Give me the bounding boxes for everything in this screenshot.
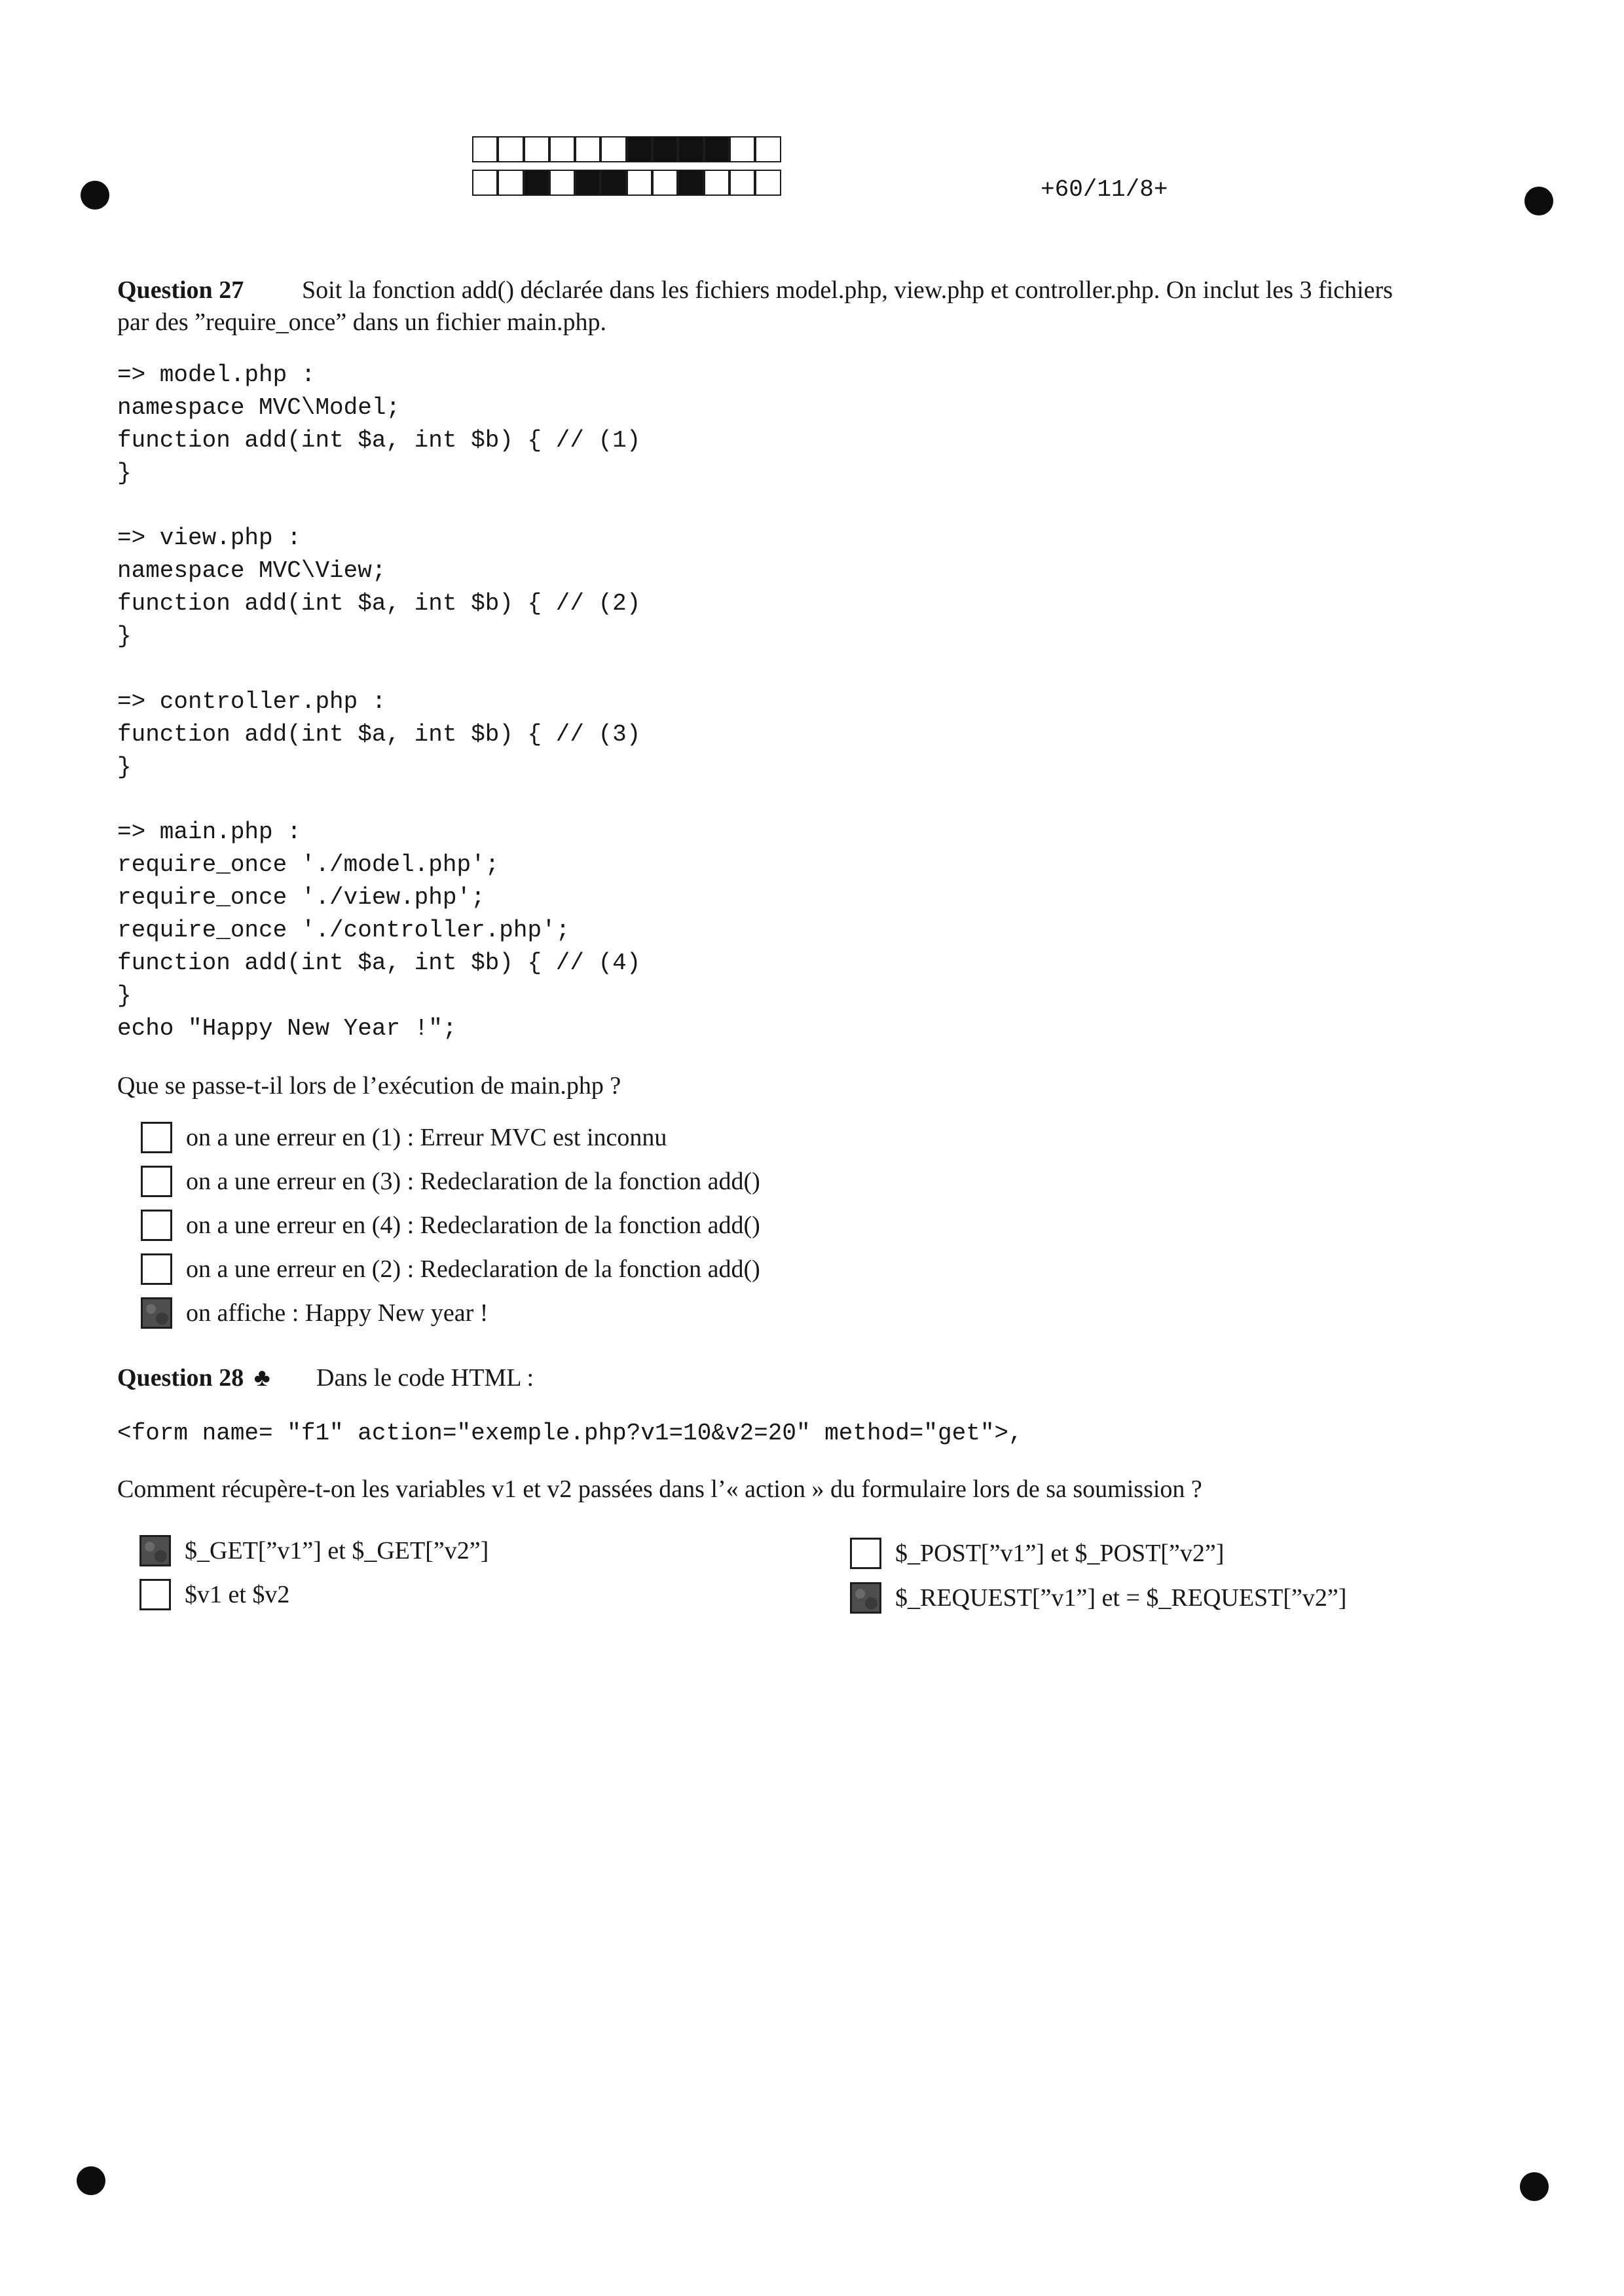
barcode-row bbox=[472, 136, 781, 162]
question-27-label: Question 27 bbox=[117, 276, 244, 304]
code-block-controller bbox=[117, 686, 640, 784]
code-line: } bbox=[117, 623, 132, 650]
barcode-cell bbox=[498, 170, 523, 196]
code-block-model bbox=[117, 359, 640, 490]
barcode-row bbox=[472, 170, 781, 196]
question-28-code: <form name= "f1" action="exemple.php?v1=10&v2=20" method="get">, bbox=[117, 1420, 1023, 1447]
code-line: } bbox=[117, 982, 132, 1009]
code-line: => model.php : bbox=[117, 361, 316, 388]
code-line: function add(int $a, int $b) { // (2) bbox=[117, 590, 641, 618]
question-27-code bbox=[117, 359, 640, 1078]
barcode-cell bbox=[652, 170, 678, 196]
barcode-cell bbox=[524, 136, 549, 162]
barcode-cell bbox=[600, 136, 626, 162]
answer-option[interactable] bbox=[141, 1253, 760, 1286]
answer-label: on a une erreur en (3) : Redeclaration de la fonction add() bbox=[186, 1168, 760, 1195]
answer-option[interactable] bbox=[139, 1534, 489, 1567]
answer-checkbox[interactable] bbox=[141, 1122, 172, 1153]
barcode-cell bbox=[575, 170, 600, 196]
page-barcode bbox=[472, 136, 781, 203]
question-28-intro: Dans le code HTML : bbox=[316, 1364, 534, 1392]
answer-checkbox[interactable] bbox=[141, 1166, 172, 1197]
code-line: namespace MVC\Model; bbox=[117, 394, 401, 421]
barcode-cell bbox=[704, 136, 729, 162]
code-line: require_once './view.php'; bbox=[117, 884, 485, 912]
code-line: function add(int $a, int $b) { // (3) bbox=[117, 720, 641, 748]
answer-option[interactable] bbox=[141, 1297, 488, 1329]
barcode-cell bbox=[704, 170, 729, 196]
code-line: => view.php : bbox=[117, 525, 301, 552]
code-line: function add(int $a, int $b) { // (1) bbox=[117, 426, 641, 454]
answer-label: on affiche : Happy New year ! bbox=[186, 1299, 489, 1327]
barcode-cell bbox=[652, 136, 678, 162]
code-line: require_once './controller.php'; bbox=[117, 917, 570, 944]
registration-mark-bottom-right bbox=[1520, 2172, 1549, 2201]
answer-checkbox[interactable] bbox=[850, 1538, 881, 1569]
barcode-cell bbox=[549, 170, 575, 196]
barcode-cell bbox=[729, 136, 755, 162]
barcode-cell bbox=[549, 136, 575, 162]
question-28-question: Comment récupère-t-on les variables v1 et v2 passées dans l’« action » du formulaire lors de sa soumission ? bbox=[117, 1475, 1202, 1503]
answer-label: $_GET[”v1”] et $_GET[”v2”] bbox=[185, 1537, 489, 1565]
code-line: => controller.php : bbox=[117, 688, 386, 715]
barcode-cell bbox=[755, 170, 781, 196]
answer-option[interactable] bbox=[139, 1578, 289, 1611]
answer-option[interactable] bbox=[141, 1121, 667, 1154]
barcode-cell bbox=[472, 170, 498, 196]
barcode-cell bbox=[498, 136, 523, 162]
answer-checkbox[interactable] bbox=[141, 1297, 172, 1329]
code-line: } bbox=[117, 753, 132, 781]
question-28-label: Question 28 bbox=[117, 1364, 244, 1392]
answer-checkbox[interactable] bbox=[850, 1582, 881, 1614]
barcode-cell bbox=[678, 170, 703, 196]
registration-mark-top-left bbox=[81, 181, 109, 210]
barcode-cell bbox=[729, 170, 755, 196]
registration-mark-bottom-left bbox=[77, 2166, 105, 2195]
barcode-cell bbox=[627, 170, 652, 196]
answer-checkbox[interactable] bbox=[139, 1579, 171, 1610]
barcode-cell bbox=[627, 136, 652, 162]
answer-label: on a une erreur en (4) : Redeclaration de la fonction add() bbox=[186, 1212, 760, 1239]
code-line: echo "Happy New Year !"; bbox=[117, 1014, 457, 1042]
code-line: => main.php : bbox=[117, 819, 301, 846]
answer-label: $v1 et $v2 bbox=[185, 1581, 290, 1608]
answer-option[interactable] bbox=[141, 1209, 760, 1242]
club-icon: ♣ bbox=[253, 1364, 270, 1392]
answer-label: on a une erreur en (2) : Redeclaration de la fonction add() bbox=[186, 1255, 760, 1283]
answer-option[interactable] bbox=[141, 1165, 760, 1198]
code-line: } bbox=[117, 459, 132, 487]
answer-label: $_REQUEST[”v1”] et = $_REQUEST[”v2”] bbox=[895, 1584, 1347, 1612]
answer-checkbox[interactable] bbox=[141, 1210, 172, 1241]
code-block-view bbox=[117, 522, 640, 653]
code-line: require_once './model.php'; bbox=[117, 851, 500, 879]
answer-checkbox[interactable] bbox=[141, 1253, 172, 1285]
answer-option[interactable] bbox=[850, 1582, 1346, 1614]
answer-option[interactable] bbox=[850, 1537, 1224, 1570]
question-27-question: Que se passe-t-il lors de l’exécution de main.php ? bbox=[117, 1072, 621, 1100]
code-line: function add(int $a, int $b) { // (4) bbox=[117, 950, 641, 977]
barcode-cell bbox=[755, 136, 781, 162]
question-28-heading bbox=[117, 1361, 270, 1394]
barcode-cell bbox=[575, 136, 600, 162]
answer-checkbox[interactable] bbox=[139, 1535, 171, 1566]
answer-label: $_POST[”v1”] et $_POST[”v2”] bbox=[895, 1540, 1225, 1567]
code-block-main bbox=[117, 816, 640, 1045]
registration-mark-top-right bbox=[1524, 187, 1553, 215]
page-code: +60/11/8+ bbox=[1041, 176, 1168, 203]
barcode-cell bbox=[600, 170, 626, 196]
question-27-prompt-line-2: par des ”require_once” dans un fichier main.php. bbox=[117, 308, 607, 336]
barcode-cell bbox=[524, 170, 549, 196]
barcode-cell bbox=[472, 136, 498, 162]
answer-label: on a une erreur en (1) : Erreur MVC est inconnu bbox=[186, 1124, 667, 1151]
code-line: namespace MVC\View; bbox=[117, 557, 386, 585]
barcode-cell bbox=[678, 136, 703, 162]
question-27-prompt-line-1: Soit la fonction add() déclarée dans les fichiers model.php, view.php et controller.php. On inclut les 3 fichiers bbox=[302, 276, 1393, 304]
